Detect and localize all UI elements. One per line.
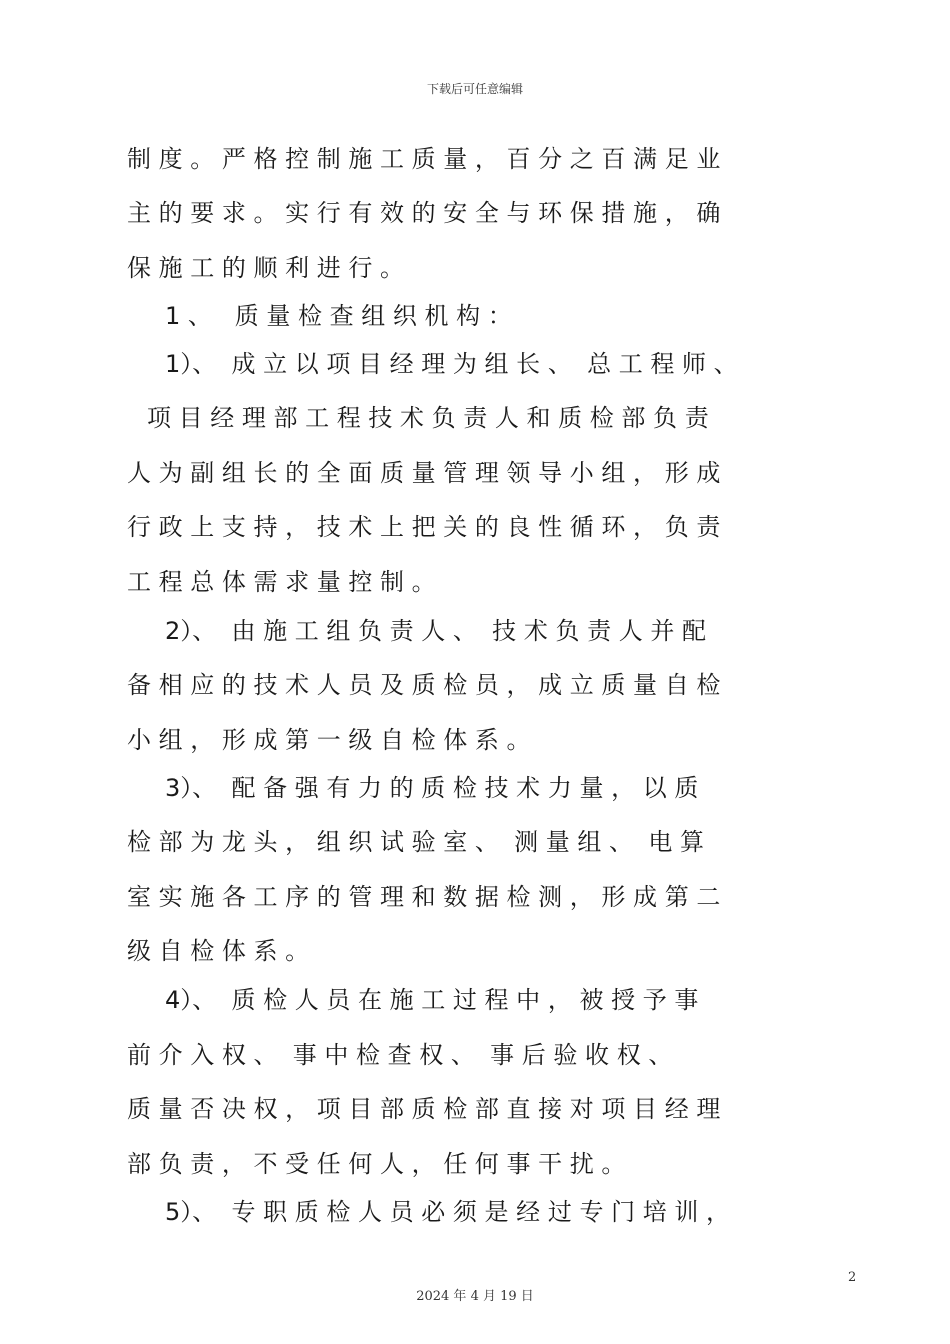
text-line-content: 1）、 成 立 以 项 目 经 理 为 组 长 、 总 工 程 师 、	[165, 350, 738, 378]
text-line	[0, 931, 950, 971]
text-line-content: 1 、 质 量 检 查 组 织 机 构 ：	[165, 302, 512, 330]
text-line	[0, 344, 950, 384]
text-line	[0, 768, 950, 808]
text-line-content: 人 为 副 组 长 的 全 面 质 量 管 理 领 导 小 组 ， 形 成	[127, 459, 721, 487]
page-number: 2	[848, 1270, 857, 1285]
text-line	[0, 296, 950, 336]
text-line	[0, 720, 950, 760]
text-line	[0, 507, 950, 547]
text-line-content: 级 自 检 体 系 。	[127, 937, 310, 965]
text-line-content: 4）、 质 检 人 员 在 施 工 过 程 中 ， 被 授 予 事	[165, 986, 699, 1014]
text-line	[0, 822, 950, 862]
footer-date: 2024 年 4 月 19 日	[416, 1289, 534, 1304]
text-line-content: 保 施 工 的 顺 利 进 行 。	[127, 254, 405, 282]
text-line	[0, 877, 950, 917]
text-line-content: 前 介 入 权 、 事 中 检 查 权 、 事 后 验 收 权 、	[127, 1041, 673, 1069]
text-line-content: 项 目 经 理 部 工 程 技 术 负 责 人 和 质 检 部 负 责	[147, 404, 709, 432]
text-line	[0, 980, 950, 1020]
text-line-content: 制 度 。 严 格 控 制 施 工 质 量 ， 百 分 之 百 满 足 业	[127, 145, 721, 173]
text-line-content: 5）、 专 职 质 检 人 员 必 须 是 经 过 专 门 培 训 ，	[165, 1198, 730, 1226]
text-line	[0, 1035, 950, 1075]
text-line-content: 2）、 由 施 工 组 负 责 人 、 技 术 负 责 人 并 配	[165, 617, 706, 645]
page-header: 下载后可任意编辑	[426, 82, 523, 96]
text-line-content: 主 的 要 求 。 实 行 有 效 的 安 全 与 环 保 措 施 ， 确	[127, 199, 721, 227]
text-line-content: 备 相 应 的 技 术 人 员 及 质 检 员 ， 成 立 质 量 自 检	[127, 671, 721, 699]
text-line	[0, 398, 950, 438]
text-line	[0, 453, 950, 493]
text-line	[0, 611, 950, 651]
text-line-content: 行 政 上 支 持 ， 技 术 上 把 关 的 良 性 循 环 ， 负 责	[127, 513, 721, 541]
text-line-content: 工 程 总 体 需 求 量 控 制 。	[127, 568, 436, 596]
text-line-content: 小 组 ， 形 成 第 一 级 自 检 体 系 。	[127, 726, 531, 754]
text-line	[0, 1192, 950, 1232]
text-line	[0, 139, 950, 179]
text-line	[0, 665, 950, 705]
text-line	[0, 1089, 950, 1129]
text-line	[0, 562, 950, 602]
text-line	[0, 193, 950, 233]
text-line-content: 3）、 配 备 强 有 力 的 质 检 技 术 力 量 ， 以 质	[165, 774, 699, 802]
text-line	[0, 1144, 950, 1184]
text-line-content: 检 部 为 龙 头 ， 组 织 试 验 室 、 测 量 组 、 电 算	[127, 828, 704, 856]
text-line-content: 室 实 施 各 工 序 的 管 理 和 数 据 检 测 ， 形 成 第 二	[127, 883, 721, 911]
text-line	[0, 248, 950, 288]
text-line-content: 部 负 责 ， 不 受 任 何 人 ， 任 何 事 干 扰 。	[127, 1150, 626, 1178]
text-line-content: 质 量 否 决 权 ， 项 目 部 质 检 部 直 接 对 项 目 经 理	[127, 1095, 721, 1123]
